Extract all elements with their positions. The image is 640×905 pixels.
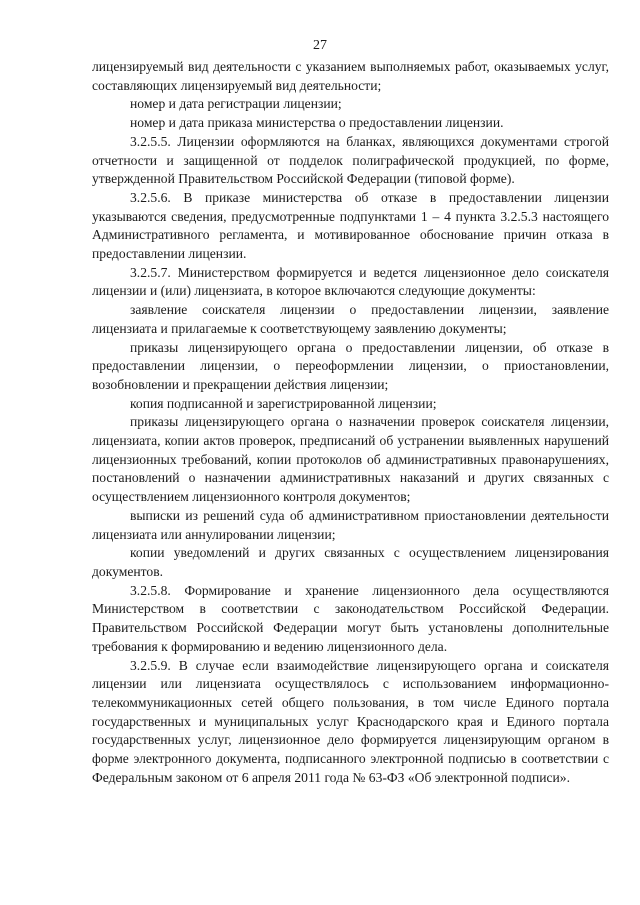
paragraph-3-2-5-7: 3.2.5.7. Министерством формируется и ведется лицензионное дело соискателя лицензии и (или) лицензиата, в которое включаются следующие документы: [92, 264, 609, 299]
paragraph-continuation: лицензируемый вид деятельности с указанием выполняемых работ, оказываемых услуг, составляющих лицензируемый вид деятельности; [92, 59, 609, 93]
list-item: копии уведомлений и других связанных с осуществлением лицензирования документов. [92, 545, 609, 579]
document-body [92, 58, 609, 787]
page-number: 27 [313, 38, 327, 53]
paragraph-3-2-5-5: 3.2.5.5. Лицензии оформляются на бланках, являющихся документами строгой отчетности и защищенной от подделок полиграфической продукцией, по форме, утвержденной Правительством Российской Федерации (типовой форме). [92, 133, 609, 187]
list-item: приказы лицензирующего органа о назначении проверок соискателя лицензии, лицензиата, копии актов проверок, предписаний об устранении выявленных нарушений лицензионных требований, копии протоколов об административных правонарушениях, постановлений о назначении административных наказаний и других связанных с осуществлением лицензионного контроля документов; [92, 414, 609, 505]
paragraph: номер и дата регистрации лицензии; [130, 96, 342, 112]
list-item: копия подписанной и зарегистрированной лицензии; [130, 395, 437, 411]
list-item: выписки из решений суда об административном приостановлении деятельности лицензиата или аннулировании лицензии; [92, 507, 609, 542]
list-item: заявление соискателя лицензии о предоставлении лицензии, заявление лицензиата и прилагаемые к соответствующему заявлению документы; [92, 302, 609, 336]
paragraph-3-2-5-8: 3.2.5.8. Формирование и хранение лицензионного дела осуществляются Министерством в соответствии с законодательством Российской Федерации. Правительством Российской Федерации могут быть установлены дополнительные требования к формированию и ведению лицензионного дела. [92, 582, 609, 654]
paragraph-3-2-5-6: 3.2.5.6. В приказе министерства об отказе в предоставлении лицензии указываются сведения, предусмотренные подпунктами 1 – 4 пункта 3.2.5.3 настоящего Административного регламента, и мотивированное обоснование причин отказа в предоставлении лицензии. [92, 189, 609, 262]
paragraph: номер и дата приказа министерства о предоставлении лицензии. [130, 115, 504, 131]
list-item: приказы лицензирующего органа о предоставлении лицензии, об отказе в предоставлении лицензии, о переоформлении лицензии, о приостановлении, возобновлении и прекращении действия лицензии; [92, 339, 609, 392]
paragraph-3-2-5-9: 3.2.5.9. В случае если взаимодействие лицензирующего органа и соискателя лицензии или лицензиата осуществлялось с использованием информационно-телекоммуникационных сетей общего пользования, в том числе Единого портала государственных и муниципальных услуг Краснодарского края и Единого портала государственных услуг, лицензионное дело формируется лицензирующим органом в форме электронного документа, подписанного электронной подписью в соответствии с Федеральным законом от 6 апреля 2011 года № 63-ФЗ «Об электронной подписи». [92, 657, 609, 785]
